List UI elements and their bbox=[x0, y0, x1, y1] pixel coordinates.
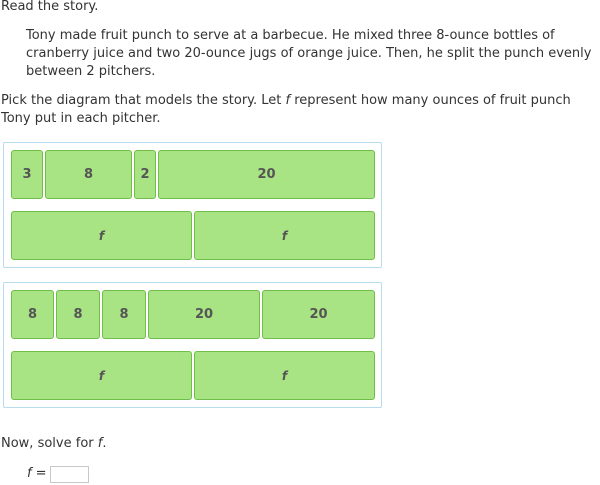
answer-variable-label: f bbox=[27, 466, 32, 481]
solve-instruction bbox=[1, 435, 106, 453]
intro-text: Read the story. bbox=[1, 0, 99, 14]
bar-segment-variable: f bbox=[11, 211, 192, 260]
bar-segment: 8 bbox=[102, 290, 146, 339]
prompt-variable: f bbox=[285, 93, 291, 108]
bar-segment: 3 bbox=[11, 150, 43, 199]
bar-segment: 8 bbox=[56, 290, 100, 339]
bar-segment: 20 bbox=[148, 290, 260, 339]
prompt-text bbox=[1, 92, 599, 128]
solve-before: Now, solve for bbox=[1, 436, 98, 451]
solve-after: . bbox=[102, 436, 107, 451]
bar-segment: 2 bbox=[134, 150, 156, 199]
solve-variable: f bbox=[97, 436, 103, 451]
diagram-option-2[interactable] bbox=[3, 282, 382, 408]
story-text: Tony made fruit punch to serve at a barbecue. He mixed three 8-ounce bottles of cranberry juice and two 20-ounce jugs of orange juice. Then, he split the punch evenly between 2 pitchers. bbox=[26, 28, 592, 79]
bar-segment: 8 bbox=[45, 150, 132, 199]
bar-segment-variable: f bbox=[194, 351, 375, 400]
bar-segment: 8 bbox=[11, 290, 54, 339]
bar-segment: 20 bbox=[262, 290, 375, 339]
bar-segment-variable: f bbox=[11, 351, 192, 400]
prompt-after: represent how many ounces of fruit punch Tony put in each pitcher. bbox=[1, 93, 571, 126]
bar-segment: 20 bbox=[158, 150, 375, 199]
answer-input[interactable] bbox=[50, 466, 89, 483]
equals-sign: = bbox=[35, 466, 47, 481]
diagram-option-1[interactable] bbox=[3, 142, 382, 268]
prompt-before: Pick the diagram that models the story. Let bbox=[1, 93, 286, 108]
answer-row bbox=[27, 465, 89, 483]
bar-segment-variable: f bbox=[194, 211, 375, 260]
